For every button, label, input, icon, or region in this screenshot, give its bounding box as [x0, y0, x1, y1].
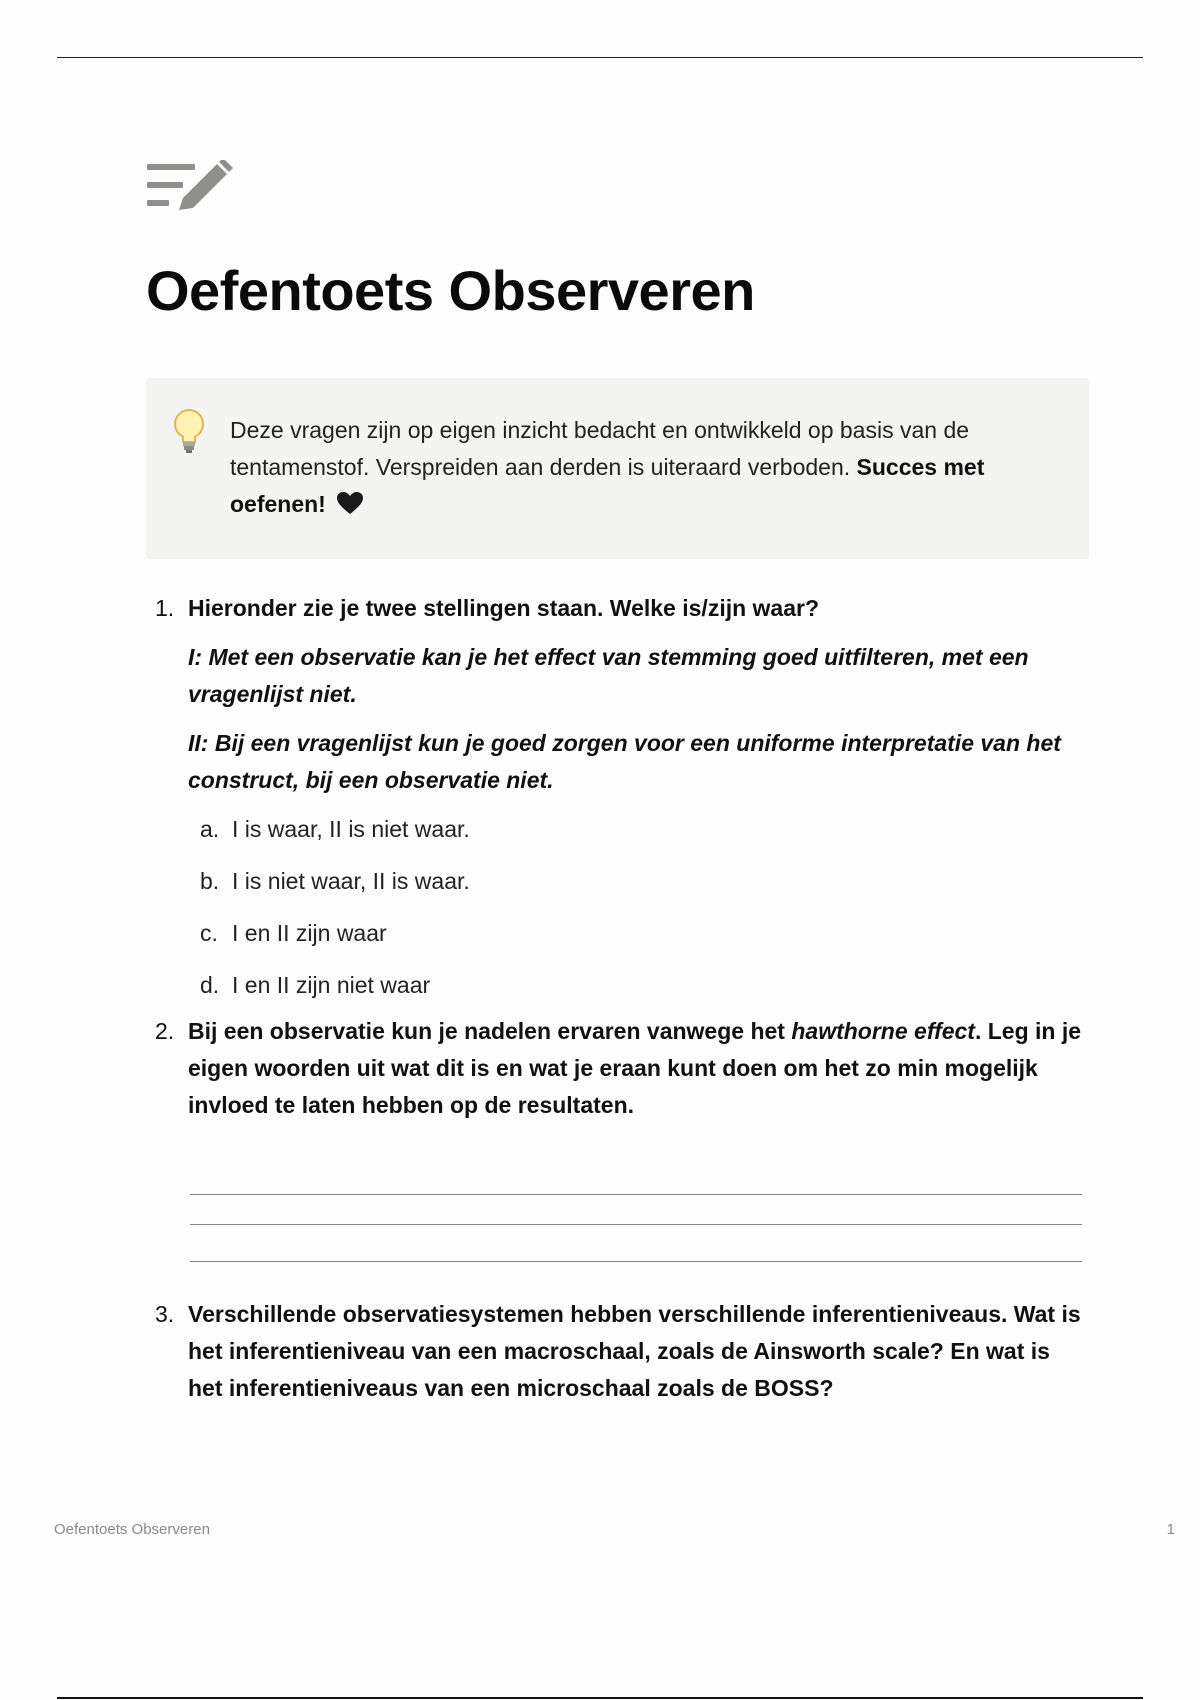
statement-2: II: Bij een vragenlijst kun je goed zorgen voor een uniforme interpretatie van het construct, bij een observatie niet. [188, 730, 1061, 793]
option-letter: b. [200, 868, 220, 894]
footer-page-number: 1 [1166, 1521, 1175, 1538]
lightbulb-icon [172, 408, 206, 454]
option-b[interactable] [188, 863, 1088, 915]
answer-options [188, 811, 1088, 1019]
option-text: I en II zijn waar [232, 920, 387, 946]
stem-emphasis: hawthorne effect [791, 1018, 975, 1044]
page-title: Oefentoets Observeren [146, 259, 755, 322]
question-body [188, 1296, 1088, 1407]
question-stem [188, 1013, 1088, 1124]
answer-lines[interactable] [190, 1193, 1082, 1262]
option-letter: c. [200, 920, 218, 946]
question-number: 2. [155, 1018, 175, 1044]
top-rule [57, 57, 1143, 58]
option-letter: a. [200, 816, 220, 842]
question-body [188, 590, 1088, 1019]
bottom-rule [57, 1697, 1143, 1699]
callout-text [230, 412, 1070, 523]
question-number: 1. [155, 595, 175, 621]
question-stem: Verschillende observatiesystemen hebben verschillende inferentieniveaus. Wat is het inferentieniveau van een macroschaal, zoals de Ainsworth scale? En wat is het inferentieniveaus van een microschaal zoals de BOSS? [188, 1301, 1081, 1401]
option-text: I is niet waar, II is waar. [232, 868, 470, 894]
option-text: I is waar, II is niet waar. [232, 816, 470, 842]
question-body [188, 1013, 1088, 1124]
answer-line[interactable] [190, 1260, 1082, 1262]
callout-bold-message: Succes met oefenen! [230, 454, 985, 517]
callout-message: Deze vragen zijn op eigen inzicht bedacht en ontwikkeld op basis van de tentamenstof. Verspreiden aan derden is uiteraard verboden. [230, 417, 970, 480]
question-stem: Hieronder zie je twee stellingen staan. Welke is/zijn waar? [188, 595, 820, 621]
stem-part: . Leg in je eigen woorden uit wat dit is en wat je eraan kunt doen om het zo min mogelijk invloed te laten hebben op de resultaten. [188, 1018, 1082, 1118]
option-letter: d. [200, 972, 220, 998]
answer-line[interactable] [190, 1193, 1082, 1195]
option-a[interactable] [188, 811, 1088, 863]
option-d[interactable] [188, 967, 1088, 1019]
footer-doc-name: Oefentoets Observeren [54, 1521, 210, 1538]
option-c[interactable] [188, 915, 1088, 967]
option-text: I en II zijn niet waar [232, 972, 431, 998]
black-heart-icon [336, 491, 364, 515]
stem-part: Bij een observatie kun je nadelen ervaren vanwege het [188, 1018, 785, 1044]
statement-1: I: Met een observatie kan je het effect van stemming goed uitfilteren, met een vragenlijst niet. [188, 644, 1029, 707]
answer-line[interactable] [190, 1223, 1082, 1225]
note-pencil-icon [147, 160, 233, 220]
callout-box [146, 378, 1089, 559]
question-number: 3. [155, 1301, 175, 1327]
